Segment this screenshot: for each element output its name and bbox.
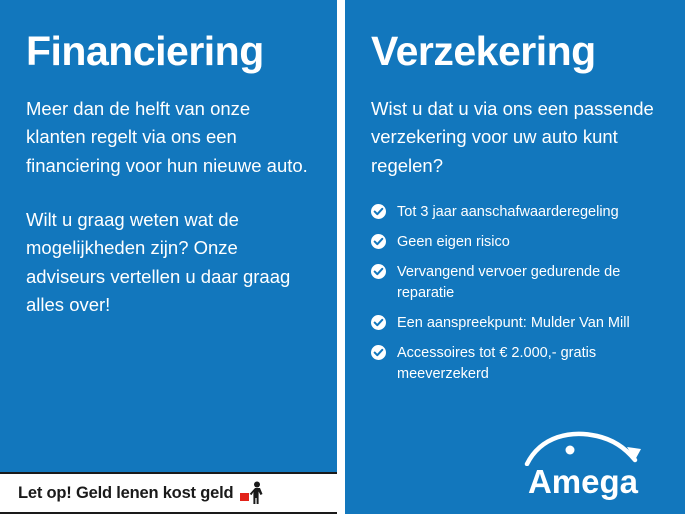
warning-footer <box>0 472 337 514</box>
list-item-label: Een aanspreekpunt: Mulder Van Mill <box>397 315 630 331</box>
financing-paragraph-2: Wilt u graag weten wat de mogelijkheden zijn? Onze adviseurs vertellen u daar graag alles over! <box>26 208 291 315</box>
financing-paragraph-1: Meer dan de helft van onze klanten regelt via ons een financiering voor hun nieuwe auto. <box>26 98 308 176</box>
list-item-label: Geen eigen risico <box>397 233 510 250</box>
insurance-paragraph: Wist u dat u via ons een passende verzekering voor uw auto kunt regelen? <box>371 98 654 176</box>
list-item-label: Vervangend vervoer gedurende de reparatie <box>397 263 621 301</box>
insurance-benefits-list <box>371 202 663 385</box>
list-item-label: Accessoires tot € 2.000,- gratis meeverzekerd <box>397 345 597 383</box>
warning-footer-text: Let op! Geld lenen kost geld <box>18 483 234 502</box>
insurance-panel <box>345 0 685 514</box>
check-circle-icon <box>371 345 386 360</box>
warning-person-icon <box>240 480 266 506</box>
amega-logo <box>503 430 663 498</box>
list-item <box>371 232 663 253</box>
check-circle-icon <box>371 315 386 330</box>
check-circle-icon <box>371 264 386 279</box>
check-circle-icon <box>371 204 386 219</box>
list-item <box>371 343 663 385</box>
list-item <box>371 202 663 223</box>
insurance-title: Verzekering <box>371 28 596 74</box>
check-circle-icon <box>371 234 386 249</box>
list-item <box>371 262 663 304</box>
amega-logo-text: Amega <box>527 463 639 500</box>
list-item-label: Tot 3 jaar aanschafwaarderegeling <box>397 203 619 220</box>
financing-title: Financiering <box>26 28 264 74</box>
list-item <box>371 313 663 334</box>
financing-panel <box>0 0 337 472</box>
